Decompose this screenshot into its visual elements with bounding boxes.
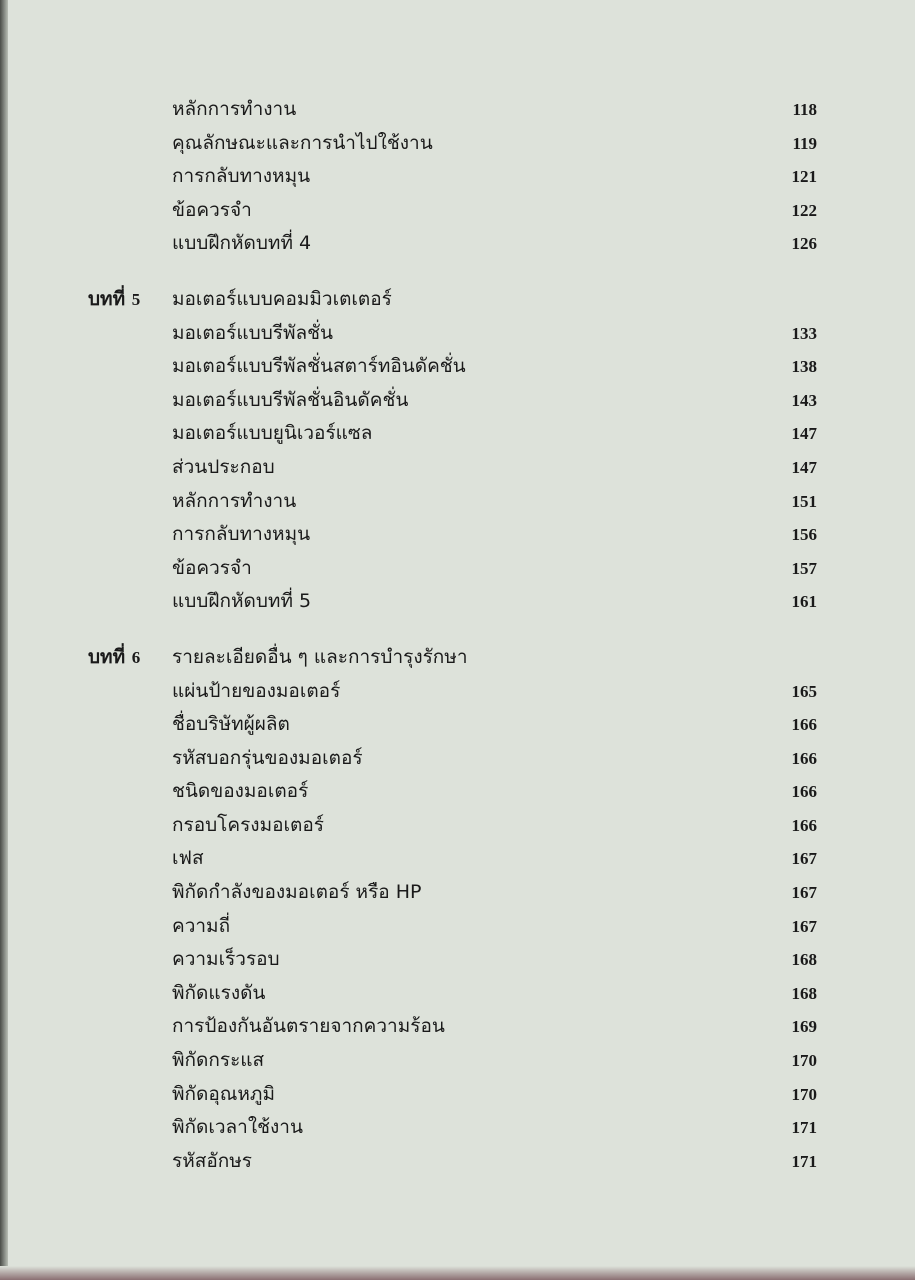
toc-entry — [0, 977, 915, 1011]
chapter-word: บทที่ — [88, 287, 126, 310]
toc-entry — [0, 742, 915, 776]
toc-entry-page: 170 — [791, 1051, 817, 1071]
toc-entry-page: 167 — [791, 883, 817, 903]
toc-entry-page: 126 — [791, 234, 817, 254]
toc-entry-title: หลักการทำงาน — [172, 98, 297, 120]
toc-entry-title: หลักการทำงาน — [172, 489, 297, 512]
toc-entry-title: มอเตอร์แบบรีพัลชั่นอินดัคชั่น — [172, 388, 409, 411]
table-of-contents — [0, 93, 915, 1178]
toc-entry-page: 121 — [791, 167, 817, 187]
toc-entry-title: มอเตอร์แบบยูนิเวอร์แซล — [172, 422, 373, 445]
toc-entry-title: พิกัดอุณหภูมิ — [172, 1082, 275, 1105]
toc-entry — [0, 127, 915, 161]
chapter-heading — [0, 641, 915, 675]
toc-entry — [0, 1078, 915, 1112]
toc-entry-page: 151 — [791, 491, 817, 511]
toc-entry-page: 169 — [791, 1017, 817, 1037]
toc-entry-page: 166 — [791, 748, 817, 768]
toc-entry-page: 147 — [791, 457, 817, 477]
toc-entry — [0, 485, 915, 519]
chapter-title: รายละเอียดอื่น ๆ และการบำรุงรักษา — [172, 645, 468, 668]
toc-entry — [0, 842, 915, 876]
toc-entry-page: 167 — [791, 916, 817, 936]
toc-entry — [0, 876, 915, 910]
toc-entry-page: 138 — [791, 357, 817, 377]
toc-entry-page: 166 — [791, 715, 817, 735]
toc-entry — [0, 160, 915, 194]
toc-entry-title: การป้องกันอันตรายจากความร้อน — [172, 1015, 445, 1038]
toc-entry — [0, 417, 915, 451]
chapter-number: 5 — [131, 289, 141, 309]
toc-entry — [0, 775, 915, 809]
toc-entry-title: รหัสอักษร — [172, 1149, 252, 1172]
chapter-label — [88, 641, 140, 675]
chapter-title: มอเตอร์แบบคอมมิวเตเตอร์ — [172, 287, 392, 310]
toc-entry-title: รหัสบอกรุ่นของมอเตอร์ — [172, 746, 363, 769]
toc-entry-page: 122 — [791, 200, 817, 220]
toc-entry — [0, 910, 915, 944]
toc-entry-title: ความเร็วรอบ — [172, 948, 280, 971]
toc-entry-title: ชื่อบริษัทผู้ผลิต — [172, 713, 290, 736]
toc-entry-title: เฟส — [172, 847, 204, 870]
toc-entry — [0, 708, 915, 742]
toc-entry-page: 143 — [791, 390, 817, 410]
toc-entry-title: กรอบโครงมอเตอร์ — [172, 813, 324, 836]
toc-entry — [0, 1111, 915, 1145]
toc-entry — [0, 1044, 915, 1078]
toc-entry-title: พิกัดแรงดัน — [172, 981, 266, 1004]
toc-entry — [0, 552, 915, 586]
toc-entry-page: 156 — [791, 525, 817, 545]
toc-entry — [0, 943, 915, 977]
toc-entry — [0, 384, 915, 418]
toc-entry — [0, 1145, 915, 1179]
toc-entry-page: 147 — [791, 424, 817, 444]
toc-entry — [0, 585, 915, 619]
toc-entry — [0, 518, 915, 552]
toc-entry — [0, 93, 915, 127]
toc-entry-page: 171 — [791, 1151, 817, 1171]
toc-entry-title: แผ่นป้ายของมอเตอร์ — [172, 679, 341, 702]
toc-entry-page: 157 — [791, 558, 817, 578]
toc-entry-title: ข้อควรจำ — [172, 556, 252, 579]
toc-entry-page: 118 — [792, 100, 817, 119]
toc-entry-page: 119 — [792, 133, 817, 153]
toc-entry — [0, 451, 915, 485]
toc-entry-title: พิกัดเวลาใช้งาน — [172, 1116, 303, 1139]
toc-entry-title: แบบฝึกหัดบทที่ 5 — [172, 590, 312, 613]
toc-entry-title: ชนิดของมอเตอร์ — [172, 780, 309, 803]
toc-entry — [0, 809, 915, 843]
toc-entry-page: 168 — [791, 950, 817, 970]
toc-entry-page: 168 — [791, 983, 817, 1003]
toc-entry — [0, 1010, 915, 1044]
toc-entry-page: 167 — [791, 849, 817, 869]
toc-entry-title: มอเตอร์แบบรีพัลชั่น — [172, 321, 334, 344]
chapter-heading — [0, 283, 915, 317]
toc-entry — [0, 317, 915, 351]
toc-entry — [0, 675, 915, 709]
toc-entry-page: 166 — [791, 815, 817, 835]
toc-entry-title: พิกัดกระแส — [172, 1049, 265, 1072]
toc-entry-page: 133 — [791, 323, 817, 343]
toc-entry-page: 161 — [791, 592, 817, 612]
toc-entry-page: 171 — [791, 1118, 817, 1138]
toc-entry — [0, 227, 915, 261]
toc-entry-title: ข้อควรจำ — [172, 198, 252, 221]
toc-entry-page: 166 — [791, 782, 817, 802]
chapter-number: 6 — [131, 647, 141, 667]
toc-entry-title: การกลับทางหมุน — [172, 523, 311, 546]
toc-entry — [0, 350, 915, 384]
toc-entry-title: ส่วนประกอบ — [172, 455, 275, 478]
toc-entry-title: พิกัดกำลังของมอเตอร์ หรือ HP — [172, 881, 422, 904]
toc-entry-title: การกลับทางหมุน — [172, 165, 311, 188]
toc-entry — [0, 194, 915, 228]
toc-entry-title: มอเตอร์แบบรีพัลชั่นสตาร์ทอินดัคชั่น — [172, 355, 466, 378]
chapter-word: บทที่ — [88, 645, 126, 668]
toc-entry-title: คุณลักษณะและการนำไปใช้งาน — [172, 131, 433, 154]
chapter-label — [88, 283, 140, 317]
toc-entry-page: 165 — [791, 681, 817, 701]
toc-entry-title: แบบฝึกหัดบทที่ 4 — [172, 232, 312, 255]
toc-entry-title: ความถี่ — [172, 914, 231, 937]
toc-entry-page: 170 — [791, 1084, 817, 1104]
page-bottom-edge — [0, 1266, 915, 1280]
